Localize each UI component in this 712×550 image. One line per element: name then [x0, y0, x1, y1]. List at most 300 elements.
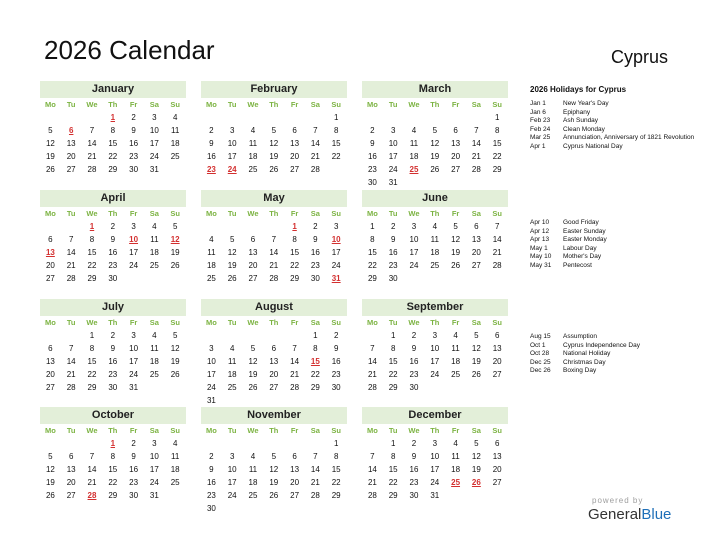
day-cell: 4 [152, 222, 157, 231]
day-cell: 12 [471, 452, 481, 461]
day-cell: 1 [333, 439, 339, 448]
day-cell: 18 [409, 152, 419, 161]
day-cell: 25 [149, 261, 159, 270]
day-cell [383, 111, 404, 124]
day-cell: 27 [66, 491, 76, 500]
weekday-header-row [362, 99, 508, 111]
day-cell: 15 [388, 357, 398, 366]
day-cell: 13 [66, 139, 76, 148]
day-cell: 24 [149, 152, 159, 161]
day-cell: 20 [248, 261, 258, 270]
day-cell: 22 [331, 152, 341, 161]
day-cell [487, 381, 508, 394]
day-cell: 30 [108, 274, 118, 283]
day-cell: 20 [66, 152, 76, 161]
day-cell: 24 [430, 370, 440, 379]
day-cell: 17 [227, 478, 237, 487]
week-row [40, 124, 186, 137]
month-header: September [362, 299, 508, 316]
month-january [40, 81, 186, 176]
day-cell: 10 [409, 235, 419, 244]
day-cell: 17 [129, 357, 139, 366]
day-cell: 2 [209, 452, 214, 461]
holiday-item [530, 134, 705, 143]
day-cell: 6 [68, 452, 74, 461]
day-cell: 28 [492, 261, 502, 270]
weekday-label: Sa [310, 426, 320, 435]
day-cell: 1 [390, 439, 396, 448]
holiday-item [530, 126, 705, 135]
day-cell: 14 [269, 248, 279, 257]
holiday-name: Easter Sunday [563, 227, 606, 235]
week-row [362, 220, 508, 233]
day-cell [40, 329, 61, 342]
day-cell: 3 [131, 331, 136, 340]
day-cell: 26 [451, 261, 461, 270]
weekday-label: Th [108, 426, 118, 435]
day-cell: 29 [310, 383, 320, 392]
holiday-day-cell: 1 [292, 222, 297, 231]
day-cell [243, 111, 264, 124]
holiday-item [530, 262, 705, 271]
day-cell: 16 [108, 248, 118, 257]
day-cell: 12 [430, 139, 440, 148]
day-cell: 19 [170, 357, 180, 366]
day-cell: 14 [492, 235, 502, 244]
day-cell: 16 [206, 152, 216, 161]
day-cell: 11 [451, 344, 460, 353]
day-cell: 25 [248, 165, 258, 174]
weekday-header-row [362, 425, 508, 437]
day-cell: 26 [269, 165, 279, 174]
day-cell: 19 [269, 478, 279, 487]
day-cell [445, 111, 466, 124]
week-row [362, 163, 508, 176]
holiday-item [530, 342, 705, 351]
day-cell: 26 [45, 491, 55, 500]
day-cell: 6 [292, 126, 297, 135]
weekday-label: Fr [290, 209, 299, 218]
weekday-header-row [40, 425, 186, 437]
day-cell: 28 [310, 491, 320, 500]
day-cell: 11 [248, 465, 258, 474]
holiday-item [530, 245, 705, 254]
week-row [201, 355, 347, 368]
week-row [40, 150, 186, 163]
day-cell: 20 [492, 357, 502, 366]
weekday-label: Fr [451, 209, 460, 218]
day-cell: 9 [209, 139, 214, 148]
day-cell: 20 [66, 478, 76, 487]
day-cell: 3 [229, 126, 235, 135]
month-february [201, 81, 347, 176]
day-cell: 18 [451, 465, 461, 474]
day-cell: 21 [66, 261, 76, 270]
weekday-label: We [247, 100, 259, 109]
day-cell: 25 [170, 152, 180, 161]
weekday-label: Su [170, 426, 180, 435]
day-cell [243, 220, 264, 233]
holiday-item [530, 109, 705, 118]
day-cell: 31 [206, 396, 216, 405]
weekday-label: We [86, 209, 98, 218]
day-cell: 13 [471, 235, 481, 244]
week-row [362, 150, 508, 163]
weekday-label: Mo [44, 209, 56, 218]
day-cell: 1 [89, 331, 95, 340]
weekday-label: Sa [310, 100, 320, 109]
day-cell: 8 [110, 452, 116, 461]
weekday-label: Tu [388, 209, 398, 218]
weekday-label: Mo [366, 426, 378, 435]
day-cell: 16 [108, 357, 118, 366]
day-cell: 27 [45, 383, 55, 392]
day-cell: 10 [227, 465, 237, 474]
day-cell: 2 [209, 126, 214, 135]
week-row [40, 259, 186, 272]
day-cell [284, 437, 305, 450]
day-cell: 24 [430, 478, 440, 487]
week-row [362, 124, 508, 137]
day-cell [40, 437, 61, 450]
day-cell: 13 [492, 344, 502, 353]
day-cell: 10 [129, 344, 139, 353]
week-row [362, 489, 508, 502]
weekday-label: Su [331, 426, 341, 435]
holiday-item [530, 219, 705, 228]
weekday-label: Mo [205, 209, 217, 218]
day-cell: 31 [430, 491, 440, 500]
day-cell: 29 [388, 383, 398, 392]
day-cell: 23 [108, 261, 118, 270]
day-cell: 21 [87, 152, 97, 161]
day-cell: 18 [170, 465, 180, 474]
day-cell: 3 [390, 126, 396, 135]
weekday-label: Fr [290, 100, 299, 109]
day-cell [165, 163, 186, 176]
week-row [201, 437, 347, 450]
holiday-name: New Year's Day [563, 100, 609, 107]
day-cell: 3 [131, 222, 136, 231]
day-cell: 26 [227, 274, 237, 283]
day-cell: 3 [432, 439, 438, 448]
holiday-name: Christmas Day [563, 358, 606, 366]
day-cell: 3 [432, 331, 438, 340]
holiday-name: Annunciation, Anniversary of 1821 Revolution [563, 134, 695, 141]
day-cell: 21 [66, 370, 76, 379]
day-cell: 9 [110, 344, 116, 353]
holiday-item [530, 117, 705, 126]
day-cell: 20 [290, 152, 300, 161]
day-cell: 21 [471, 152, 481, 161]
day-cell [61, 329, 82, 342]
day-cell: 26 [269, 491, 279, 500]
day-cell: 24 [129, 261, 139, 270]
week-row [362, 355, 508, 368]
holiday-day-cell: 13 [45, 248, 55, 257]
month-header: April [40, 190, 186, 207]
weekday-label: We [408, 426, 420, 435]
day-cell: 15 [492, 139, 502, 148]
weekday-label: Su [331, 100, 341, 109]
day-cell: 14 [87, 139, 97, 148]
day-cell: 17 [388, 152, 398, 161]
day-cell: 2 [411, 439, 417, 448]
day-cell: 18 [430, 248, 440, 257]
day-cell: 8 [494, 126, 500, 135]
day-cell: 15 [331, 465, 341, 474]
day-cell: 28 [66, 383, 76, 392]
week-row [201, 489, 347, 502]
day-cell: 1 [313, 331, 318, 340]
weekday-label: Fr [451, 318, 460, 327]
day-cell [61, 220, 82, 233]
week-row [362, 450, 508, 463]
day-cell: 25 [149, 370, 159, 379]
day-cell: 1 [494, 113, 500, 122]
weekday-label: Tu [388, 100, 398, 109]
day-cell [61, 111, 82, 124]
weekday-header-row [362, 317, 508, 329]
day-cell [424, 111, 445, 124]
weekday-label: We [86, 100, 98, 109]
weekday-label: Mo [44, 426, 56, 435]
day-cell: 26 [430, 165, 440, 174]
weekday-label: We [408, 209, 420, 218]
day-cell: 9 [131, 126, 136, 135]
day-cell: 8 [370, 235, 375, 244]
day-cell: 6 [494, 439, 500, 448]
week-row [40, 233, 186, 246]
day-cell: 14 [87, 465, 97, 474]
weekday-label: Fr [290, 426, 299, 435]
day-cell: 23 [206, 491, 216, 500]
weekday-label: Mo [366, 100, 378, 109]
day-cell: 13 [45, 357, 55, 366]
week-row [362, 476, 508, 489]
holiday-date: May 10 [530, 253, 552, 260]
day-cell [201, 437, 222, 450]
week-row [40, 450, 186, 463]
day-cell: 2 [313, 222, 318, 231]
weekday-label: Tu [388, 318, 398, 327]
day-cell [263, 111, 284, 124]
day-cell: 29 [290, 274, 300, 283]
day-cell [201, 220, 222, 233]
day-cell: 17 [227, 152, 237, 161]
day-cell: 1 [333, 113, 339, 122]
week-row [201, 368, 347, 381]
day-cell: 27 [492, 478, 502, 487]
month-december [362, 407, 508, 502]
day-cell: 18 [248, 152, 258, 161]
week-row [201, 342, 347, 355]
day-cell: 8 [292, 235, 297, 244]
day-cell: 9 [411, 344, 417, 353]
day-cell: 27 [66, 165, 76, 174]
holiday-item [530, 350, 705, 359]
week-row [201, 111, 347, 124]
weekday-label: Tu [227, 100, 237, 109]
weekday-header-row [201, 99, 347, 111]
week-row [40, 163, 186, 176]
day-cell [404, 272, 425, 285]
day-cell: 9 [411, 452, 417, 461]
day-cell: 2 [110, 331, 116, 340]
day-cell: 22 [87, 261, 97, 270]
day-cell: 3 [209, 344, 214, 353]
day-cell: 12 [451, 235, 461, 244]
day-cell: 30 [129, 491, 139, 500]
holiday-date: Mar 25 [530, 134, 551, 141]
holiday-date: Feb 23 [530, 117, 551, 124]
day-cell: 25 [170, 478, 180, 487]
day-cell: 12 [45, 465, 55, 474]
month-header: February [201, 81, 347, 98]
week-row [40, 342, 186, 355]
holiday-name: Epiphany [563, 108, 591, 116]
holiday-day-cell: 25 [451, 478, 461, 487]
day-cell: 4 [411, 126, 417, 135]
month-header: December [362, 407, 508, 424]
day-cell: 7 [271, 235, 277, 244]
day-cell: 7 [474, 126, 479, 135]
week-row [40, 111, 186, 124]
day-cell [165, 381, 186, 394]
day-cell: 20 [471, 248, 481, 257]
weekday-label: Sa [471, 209, 481, 218]
weekday-label: Th [269, 426, 279, 435]
week-row [362, 381, 508, 394]
holiday-day-cell: 15 [310, 357, 320, 366]
day-cell: 11 [150, 344, 159, 353]
day-cell: 19 [471, 357, 481, 366]
day-cell [424, 272, 445, 285]
weekday-label: Tu [66, 100, 76, 109]
weekday-header-row [201, 425, 347, 437]
day-cell: 8 [333, 452, 339, 461]
day-cell: 19 [248, 370, 258, 379]
day-cell: 22 [108, 478, 118, 487]
weekday-label: Th [108, 209, 118, 218]
weekday-label: Mo [205, 318, 217, 327]
day-cell [263, 329, 284, 342]
weekday-label: Mo [366, 209, 378, 218]
day-cell: 30 [388, 274, 398, 283]
day-cell [487, 176, 508, 189]
weekday-header-row [201, 317, 347, 329]
day-cell [326, 502, 347, 515]
day-cell: 27 [269, 383, 279, 392]
week-row [362, 272, 508, 285]
day-cell [243, 502, 264, 515]
day-cell: 7 [370, 452, 375, 461]
week-row [362, 259, 508, 272]
day-cell [362, 111, 383, 124]
day-cell: 12 [227, 248, 237, 257]
day-cell: 17 [129, 248, 139, 257]
day-cell: 6 [494, 331, 500, 340]
holiday-day-cell: 6 [68, 126, 74, 135]
day-cell: 24 [206, 383, 216, 392]
month-header: August [201, 299, 347, 316]
day-cell: 24 [409, 261, 419, 270]
holiday-day-cell: 1 [110, 113, 116, 122]
day-cell: 3 [152, 113, 157, 122]
weekday-label: We [86, 426, 98, 435]
day-cell: 15 [388, 465, 398, 474]
month-april [40, 190, 186, 285]
day-cell: 6 [474, 222, 479, 231]
day-cell: 28 [471, 165, 481, 174]
day-cell: 27 [451, 165, 461, 174]
day-cell: 5 [48, 126, 53, 135]
day-cell: 29 [367, 274, 377, 283]
day-cell: 11 [228, 357, 237, 366]
weekday-label: Sa [310, 209, 320, 218]
week-row [40, 246, 186, 259]
day-cell [263, 394, 284, 407]
day-cell: 14 [66, 357, 76, 366]
week-row [40, 437, 186, 450]
holiday-date: Oct 1 [530, 341, 546, 349]
holiday-item [530, 236, 705, 245]
day-cell: 26 [45, 165, 55, 174]
day-cell: 30 [331, 383, 341, 392]
holiday-date: Apr 1 [530, 142, 546, 150]
holiday-item [530, 333, 705, 342]
day-cell: 14 [367, 357, 377, 366]
day-cell [40, 220, 61, 233]
month-june [362, 190, 508, 285]
holiday-day-cell: 24 [227, 165, 237, 174]
day-cell: 16 [331, 357, 341, 366]
holiday-item [530, 100, 705, 109]
logo-general: General [588, 506, 642, 523]
day-cell: 19 [45, 152, 55, 161]
day-cell [165, 489, 186, 502]
weekday-label: We [247, 426, 259, 435]
day-cell [82, 111, 103, 124]
holiday-name: Easter Monday [563, 236, 607, 243]
day-cell: 20 [269, 370, 279, 379]
weekday-label: Sa [310, 318, 320, 327]
day-cell: 23 [129, 152, 139, 161]
day-cell: 29 [108, 165, 118, 174]
day-cell: 18 [206, 261, 216, 270]
week-row [201, 259, 347, 272]
day-cell: 30 [108, 383, 118, 392]
day-cell: 4 [453, 331, 458, 340]
day-cell: 25 [451, 370, 461, 379]
weekday-label: Tu [388, 426, 398, 435]
generalblue-logo[interactable] [588, 506, 671, 524]
weekday-label: Th [430, 100, 440, 109]
day-cell: 6 [48, 235, 53, 244]
month-header: October [40, 407, 186, 424]
day-cell: 21 [269, 261, 279, 270]
day-cell: 9 [131, 452, 136, 461]
day-cell: 7 [89, 452, 95, 461]
day-cell: 12 [170, 344, 180, 353]
holiday-name: Mother's Day [563, 253, 602, 260]
day-cell: 17 [149, 139, 159, 148]
day-cell: 9 [313, 235, 318, 244]
week-row [362, 246, 508, 259]
day-cell: 9 [209, 465, 214, 474]
day-cell: 18 [149, 248, 159, 257]
day-cell: 30 [129, 165, 139, 174]
